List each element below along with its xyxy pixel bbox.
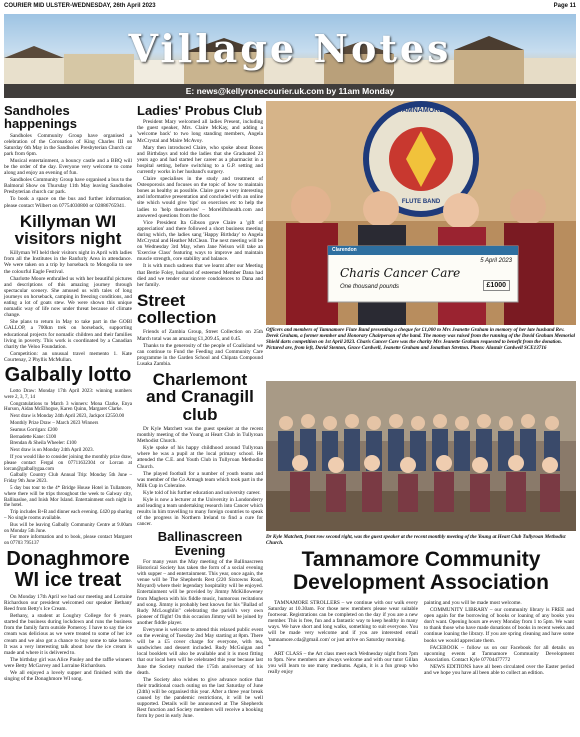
tamnamore-c1-p2: * [268,643,271,650]
donaghmore-p4: We all enjoyed a lovely supper and finished with the singing of the Donaghmore WI song. [4,670,132,683]
galbally-p12: Trip includes B+B and dinner each evening. £420 pp sharing – No single rooms available. [4,510,132,521]
killyman-headline: Killyman WI visitors night [14,211,122,248]
tamnamore-c2-p4: NEWS EDITIONS have all been circulated over the Easter period and we hope you have all been able to collect an edition. [424,663,574,677]
sandholes-headline: Sandholes happenings [4,103,77,132]
flute-band-caption: Officers and members of Tamnamore Flute Band presenting a cheque for £1,000 to Mrs Jeanette Graham in memory of her late husband Rev. Derek Graham, a former member and Honorary Chairperson of the band. The money was raised from the running of the David Graham Memorial Shield darts competition on 1st April 2023. Charis Cancer Care was the charity Mrs Jeanette Graham requested to benefit from the donation. Pictured are, from left, David Stenton, Grace Cardwell, Jeanette Graham and Jonathan Stretton. Photo: Alastair Cardwell SCE13716 [266,327,576,351]
donaghmore-p1: On Monday 17th April we had our meeting and Lorraine Richardson our president welcomed our speaker Bethany Reed from Betty's Ice Cream. [4,593,132,613]
galbally-p10: Galbally Country Club Annual Trip: Monday 5th June – Friday 9th June 2023. [4,473,132,485]
page-header [4,3,576,13]
killyman-p1: Killyman WI held their visitors night in April with ladies from all the Institutes in the Ranfurly Area in attendance. We were taken on a trip by horseback to Mongolia to see the colourful Eagle Festival. [4,250,132,275]
galbally-p4: Monthly Prize Draw – March 2023 Winners [10,420,99,426]
cheque-bank: Clarendon [332,247,357,253]
charlemont-p4: Kyle told of his further education and university career. [143,489,261,496]
cheque-payee: Charis Cancer Care [340,266,461,280]
probus-p4: Vice President Ita Gibson gave Claire a 'gift of appreciation' and there followed a short business meeting during which, the ladies sang 'Happy Birthday' to Angela McCrystal and Heather McClean. The next meeting will be on Wednesday 3rd May, when Jane Nelson will take an 'Exercise Class' featuring ways to improve and maintain muscle strength, core stability and balance. [137,219,263,263]
charlemont-p3: The played football for a number of youth teams and was member of the Co Armagh team which took part in the Milk Cup in Coleraine. [137,470,263,489]
group-photo-illustration [266,381,576,531]
street-p1: Friends of Zambia Group, Street Collection on 25th March total was an amazing £1,209.45, and 0.45. [137,329,263,342]
young-at-heart-club-photo [266,381,576,531]
killyman-p2: Charlotte Moore enthralled us with her beautiful pictures and descriptions of this amazing journey through spectacular scenery. She amused us with tales of long journeys on horseback, camping in freezing conditions, and eating a lot of goats stew. We were shown this unique nomadic way of life now under threat because of climate change. [4,275,132,319]
flute-band-photo [266,101,576,325]
probus-headline: Ladies' Probus Club [137,103,263,118]
charlemont-p5: Kyle is now a lecturer at the University in Londonderry and leading a team undertaking research into Cancer which results in him travelling to many foreign countries to speak of the progress in Northern Ireland to find a cure for cancer. [137,497,263,528]
charlemont-headline: Charlemont and Cranagill club [146,370,254,424]
drum-text-bottom: FLUTE BAND [401,199,441,205]
column-2 [137,101,263,720]
donaghmore-p2: Bethany, a student at Loughry College for 6 years, started the business during lockdown and runs the business from the family farm outside Pomeroy. I have to say the ice cream was delicious as we were treated to some of her ice cream and we also got a chance to buy some to take home. It was a very interesting talk about how the ice cream is made and where it is delivered to. [4,613,132,656]
galbally-p8: Next draw is on Monday 24th April 2023. [10,448,94,454]
tamnamore-c1-p1: TAMNAMORE STROLLERS – we continue with our walk every Saturday at 10.30am. For those new members please wear suitable footwear. Registrations can be completed on the day if you are a new member. This is free, fun and a fantastic way to keep healthy in many ways. We have short and long walks, something to suit everyone. You will be made very welcome and if you are interested email 'tamnamore.cda@gmail.com' or just arrive on Saturday morning. [268,600,418,643]
street-p2: Thanks to the generosity of the people of Coalisland we can continue to Fund the Feeding and Community Care programme in the Garden School and Chipata Compound Lusaka Zambia. [137,342,263,367]
probus-p2: Mary then introduced Claire, who spoke about Bones and Birthdays and told the ladies that she Graduated 23 years ago and had started her career as a pharmacist in a hospital setting, before switching to a G.P. setting and currently works in her husband's surgery. [137,144,263,175]
galbally-p9: If you would like to consider joining the monthly prize draw, please contact Fergal on 07711632304 or Lorcan at lorcan@galballygaa.com [4,454,133,472]
tamnamore-column-2 [424,600,574,677]
sandholes-p1: Sandholes Community Group have organised a celebration of the Coronation of King Charles III on Saturday 6th May in the Sandholes Presbyterian Church car park from 6pm. [4,132,132,157]
publication-line: COURIER MID ULSTER-WEDNESDAY, 26th April 2023 [4,3,156,9]
street-headline: Street collection [137,290,217,328]
band-drum [266,101,576,217]
probus-p3: Claire specialises in the study and treatment of Osteoporosis and focuses on the topic of how to maintain bones as healthy as possible. Claire gave a very interesting and informative presentation and concluded with an online site which would give 'tips' on exercises etc to help the ladies to 'help themselves' – Moreliftshealth.com and answered questions from the floor. [137,176,263,219]
cheque-date: 5 April 2023 [480,258,512,264]
galbally-p5: Seamus Gorrigan: £200 [10,427,58,433]
donaghmore-p3: The birthday girl was Alice Pauley and the raffle winners were Betty McGarvey and Lorraine Richardson. [4,656,132,669]
village-notes-banner [4,14,576,98]
galbally-p3: Next draw is Monday 24th April 2023, Jackpot £2550.00 [10,414,125,420]
galbally-p6: Bernadette Kane: £100 [10,434,57,440]
young-at-heart-caption: Dr Kyle Matchett, front row second right, was the guest speaker at the recent monthly meeting of the Young at Heart Club Tullyroan Methodist Church. [266,534,566,546]
tamnamore-headline: Tamnamore Community Development Association [293,548,549,595]
ballinascreen-p3: The Society also wishes to give advance notice that their traditional coach outing on the last Saturday of June (24th) will be organised this year. After a three year break caused by the pandemic restrictions, it will be well supported. Details will be announced at The Shepherds Rest function and Society members will receive a booking form by post in early June. [137,676,263,720]
tamnamore-c2-p1: painting and you will be made most welcome. [424,600,522,606]
killyman-p3: She plans to return in May to take part in the GOBI GALLOP, a 700km trek on horseback, supporting educational projects for nomadic children and their families living in poverty. This work is coordinated by a Canadian charity the Veloo Foundation. [4,319,132,350]
probus-p5: It is with much sadness that we learnt after our Meeting that Bertie Foley, husband of esteemed Member Dana had died and we tender our sincere condolences to Dana and her family. [137,263,263,288]
cheque-amount-words: One thousand pounds [340,284,400,290]
charity-cheque [328,246,518,302]
killyman-p4: Competition: an unusual travel memento 1. Kate Courtenay, 2 Phyllis McMullan. [4,350,132,363]
page-number: Page 11 [553,3,576,9]
probus-p1: President Mary welcomed all ladies Present, including the guest speaker, Mrs. Claire McKay, and adding a 'welcome back' to two long standing members, Angela McCrystal and Maire McAvoy. [137,119,263,144]
tamnamore-c2-p3: FACEBOOK – follow us on our Facebook for all details on upcoming events at Tamnamore Community Development Association. Contact Kyle 07704477772 [424,644,574,663]
tamnamore-c1-p3: ART CLASS – the Art class meet each Wednesday night from 7pm to 9pm. New members are always welcome and with our tutor Gillan you will learn to use many mediums. Again, it is a fun group who really enjoy [268,650,418,676]
sandholes-p3: Sandholes Community Group have organised a bus to the Balmoral Show on Thursday 11th May leaving Sandholes Presbyterian church car park. [4,177,133,196]
cheque-amount: £1000 [483,280,510,291]
galbally-p14: For more information and to book, please contact Margaret on 07703 795137 [4,535,132,547]
galbally-p1: Lotto Draw: Monday 17th April 2023: winning numbers were 2, 3, 7, 14 [4,388,132,400]
charlemont-p2: Kyle spoke of his happy childhood around Tullyroan where he was a pupil at the local primary school. He attended the C.E. and Youth Club in Tullyroan Methodist Church. [137,445,263,470]
ballinascreen-p2: Everyone is welcome to attend this relaxed public event on the evening of Tuesday 2nd May starting at 8pm. There will be a £5 cover charge for everyone, with tea, sandwiches and dessert included. Rudy McGuigan and local booklets will also be available and it is most fitting that our local hero will be celebrated this year because last June the Society marked the 175th anniversary of his death. [137,627,263,676]
ballinascreen-p1: For many years the May meeting of the Ballinascreen Historical Society has taken the form of a social evening with supper – and entertainment. This year, once again, the venue will be The Shepherds Rest (220 Sixtowns Road, Moyard) where their legendary hospitality will be enjoyed. Entertainment will be provided by Jimmy McKilloweney from Maghera with his fiddle music, humorous recitations and song. Jimmy is probably best known for his "Ballad of Rudy McLoughlin" celebrating the parish's very own pioneer of flight! On this occasion Jimmy will be joined by another fiddle player. [137,558,263,626]
galbally-p13: Bus will be leaving Galbally Community Centre at 9.00am on Monday 5th June. [4,522,132,534]
galbally-p11: 5 day bus tour to the 4* Bridge House Hotel in Tullamore, where there will be trips throughout the week to Galway city, Ballinasloe, and Inish Mor Island. Entertainment each night in the hotel. [4,485,132,509]
tamnamore-c2-p2: COMMUNITY LIBRARY – our community library is FREE and open again for the borrowing of books or loaning of any books you don't want. Opening hours are every Monday from 1 to 5pm. We want to thank those who have made donations of books in recent weeks and continue loaning the library. If you are spring cleaning and have some books we would appreciate them. [424,607,574,644]
banner-email-line: E: news@kellyronecourier.uk.com by 11am Monday [4,84,576,98]
ballinascreen-headline: Ballinascreen Evening [157,529,243,558]
tamnamore-column-1 [268,600,418,676]
banner-title: Village Notes [128,26,452,71]
sandholes-p4: To book a space on the bus and further information, please contact Wilbert on 07754030800 or 02886765941. [4,196,132,209]
drum-text-top: TAMNAMORE [398,107,444,114]
donaghmore-headline: Donaghmore WI ice treat [6,547,130,591]
sandholes-p2: Musical entertainment, a bouncy castle and a BBQ will be the order of the day. Everyone very welcome to come along and enjoy an evening of fun. [4,157,132,177]
galbally-headline: Galbally lotto [4,363,132,386]
galbally-p7: Brendan & Sheila Wheeler: £100 [10,441,77,447]
galbally-p2: Congratulations to Match 3 winners: Mona Clarke, Enya Hurson, Aidan McElhogue, Karen Quinn, Margaret Clarke. [4,401,132,413]
charlemont-p1: Dr Kyle Matchett was the guest speaker at the recent monthly meeting of the Young at Heart Club in Tullyroan Methodist Church. [137,425,263,445]
column-1 [4,101,132,683]
